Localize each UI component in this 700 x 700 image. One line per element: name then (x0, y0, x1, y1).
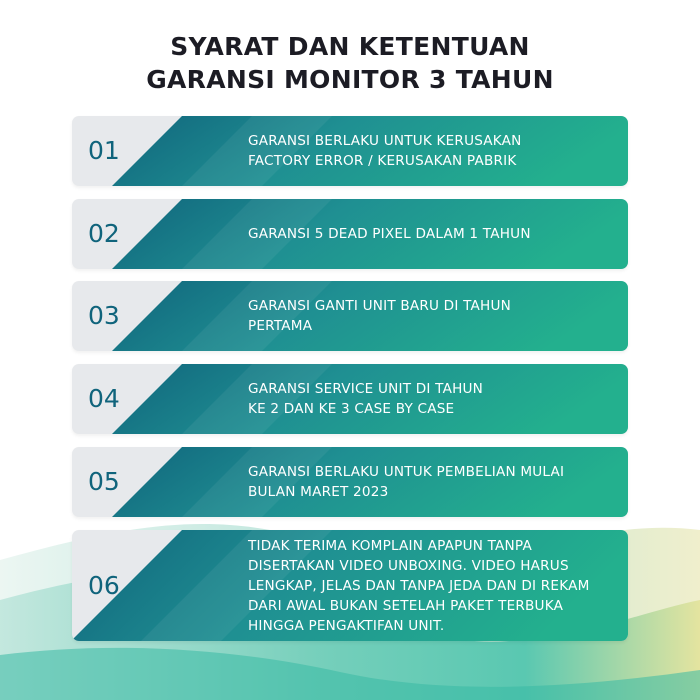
term-text-02 (248, 224, 618, 244)
term-line: GARANSI BERLAKU UNTUK KERUSAKAN (248, 133, 522, 149)
term-line: BULAN MARET 2023 (248, 484, 389, 500)
term-number-01: 01 (88, 136, 120, 165)
page-title (0, 30, 700, 96)
term-line: GARANSI GANTI UNIT BARU DI TAHUN (248, 298, 511, 314)
term-line: PERTAMA (248, 318, 313, 334)
term-number-04: 04 (88, 384, 120, 413)
term-line: DARI AWAL BUKAN SETELAH PAKET TERBUKA (248, 597, 564, 614)
term-line: GARANSI 5 DEAD PIXEL DALAM 1 TAHUN (248, 226, 531, 242)
title-line-1: SYARAT DAN KETENTUAN (170, 32, 530, 61)
term-text-04 (248, 379, 618, 419)
term-number-02: 02 (88, 219, 120, 248)
term-line: KE 2 DAN KE 3 CASE BY CASE (248, 401, 455, 417)
term-number-05: 05 (88, 467, 120, 496)
term-text-06 (248, 536, 618, 636)
term-line: DISERTAKAN VIDEO UNBOXING. VIDEO HARUS (248, 557, 569, 574)
term-line: GARANSI SERVICE UNIT DI TAHUN (248, 381, 484, 397)
term-line: FACTORY ERROR / KERUSAKAN PABRIK (248, 153, 517, 169)
term-text-05 (248, 462, 618, 502)
term-number-06: 06 (88, 570, 120, 600)
term-number-03: 03 (88, 301, 120, 330)
term-line: HINGGA PENGAKTIFAN UNIT. (248, 617, 445, 634)
term-line: TIDAK TERIMA KOMPLAIN APAPUN TANPA (248, 537, 532, 554)
term-line: LENGKAP, JELAS DAN TANPA JEDA DAN DI REKAM (248, 577, 590, 594)
term-line: GARANSI BERLAKU UNTUK PEMBELIAN MULAI (248, 464, 565, 480)
title-line-2: GARANSI MONITOR 3 TAHUN (146, 65, 554, 94)
term-text-01 (248, 131, 618, 171)
term-text-03 (248, 296, 618, 336)
